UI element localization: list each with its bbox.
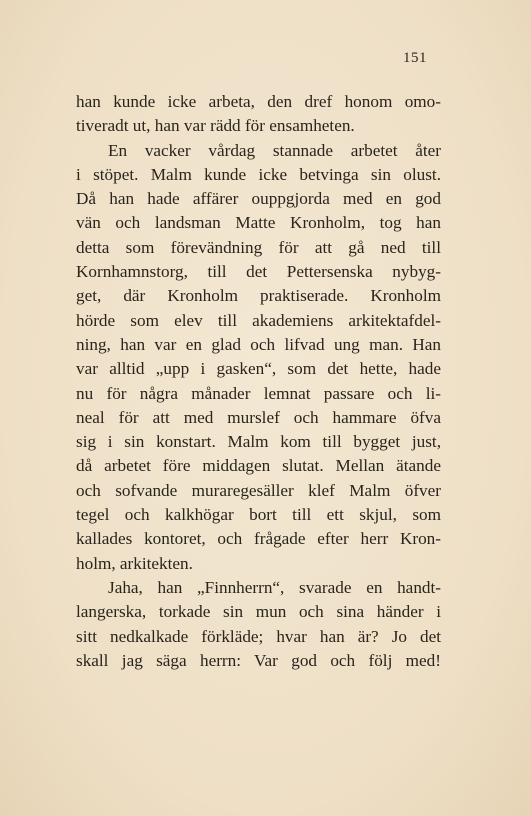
text-line: Då han hade affärer ouppgjorda med en god: [76, 189, 441, 209]
text-line: detta som förevändning för att gå ned till: [76, 237, 441, 257]
text-line: då arbetet före middagen slutat. Mellan ätande: [76, 456, 441, 476]
text-line: han kunde icke arbeta, den dref honom omo-: [76, 92, 441, 111]
page-number: 151: [403, 50, 427, 66]
body-text: [76, 90, 441, 673]
text-line: ning, han var en glad och lifvad ung man. Han: [76, 334, 441, 354]
text-line: tiveradt ut, han var rädd för ensamheten.: [76, 116, 355, 136]
text-line: var alltid „upp i gasken“, som det hette, hade: [76, 359, 441, 379]
text-line: i stöpet. Malm kunde icke betvinga sin olust.: [76, 164, 441, 184]
text-line: nu för några månader lemnat passare och li-: [76, 383, 441, 403]
text-line: get, där Kronholm praktiserade. Kronholm: [76, 286, 441, 306]
text-line: langerska, torkade sin mun och sina händer i: [76, 602, 441, 622]
text-line: tegel och kalkhögar bort till ett skjul, som: [76, 505, 441, 525]
text-line: sig i sin konstart. Malm kom till bygget just,: [76, 432, 441, 452]
text-line: skall jag säga herrn: Var god och följ med!: [76, 650, 441, 670]
text-line: holm, arkitekten.: [76, 553, 193, 573]
text-line: vän och landsman Matte Kronholm, tog han: [76, 213, 441, 233]
text-line: och sofvande muraregesäller klef Malm öfver: [76, 480, 441, 500]
text-line: En vacker vårdag stannade arbetet åter: [108, 140, 441, 160]
text-line: Jaha, han „Finnherrn“, svarade en handt-: [108, 577, 441, 597]
text-line: neal för att med murslef och hammare öfva: [76, 407, 441, 427]
text-line: Kornhamnstorg, till det Pettersenska nybyg-: [76, 262, 441, 282]
text-line: hörde som elev till akademiens arkitektafdel-: [76, 310, 441, 330]
text-line: sitt nedkalkade förkläde; hvar han är? Jo det: [76, 626, 441, 646]
text-line: kallades kontoret, och frågade efter herr Kron-: [76, 529, 441, 549]
